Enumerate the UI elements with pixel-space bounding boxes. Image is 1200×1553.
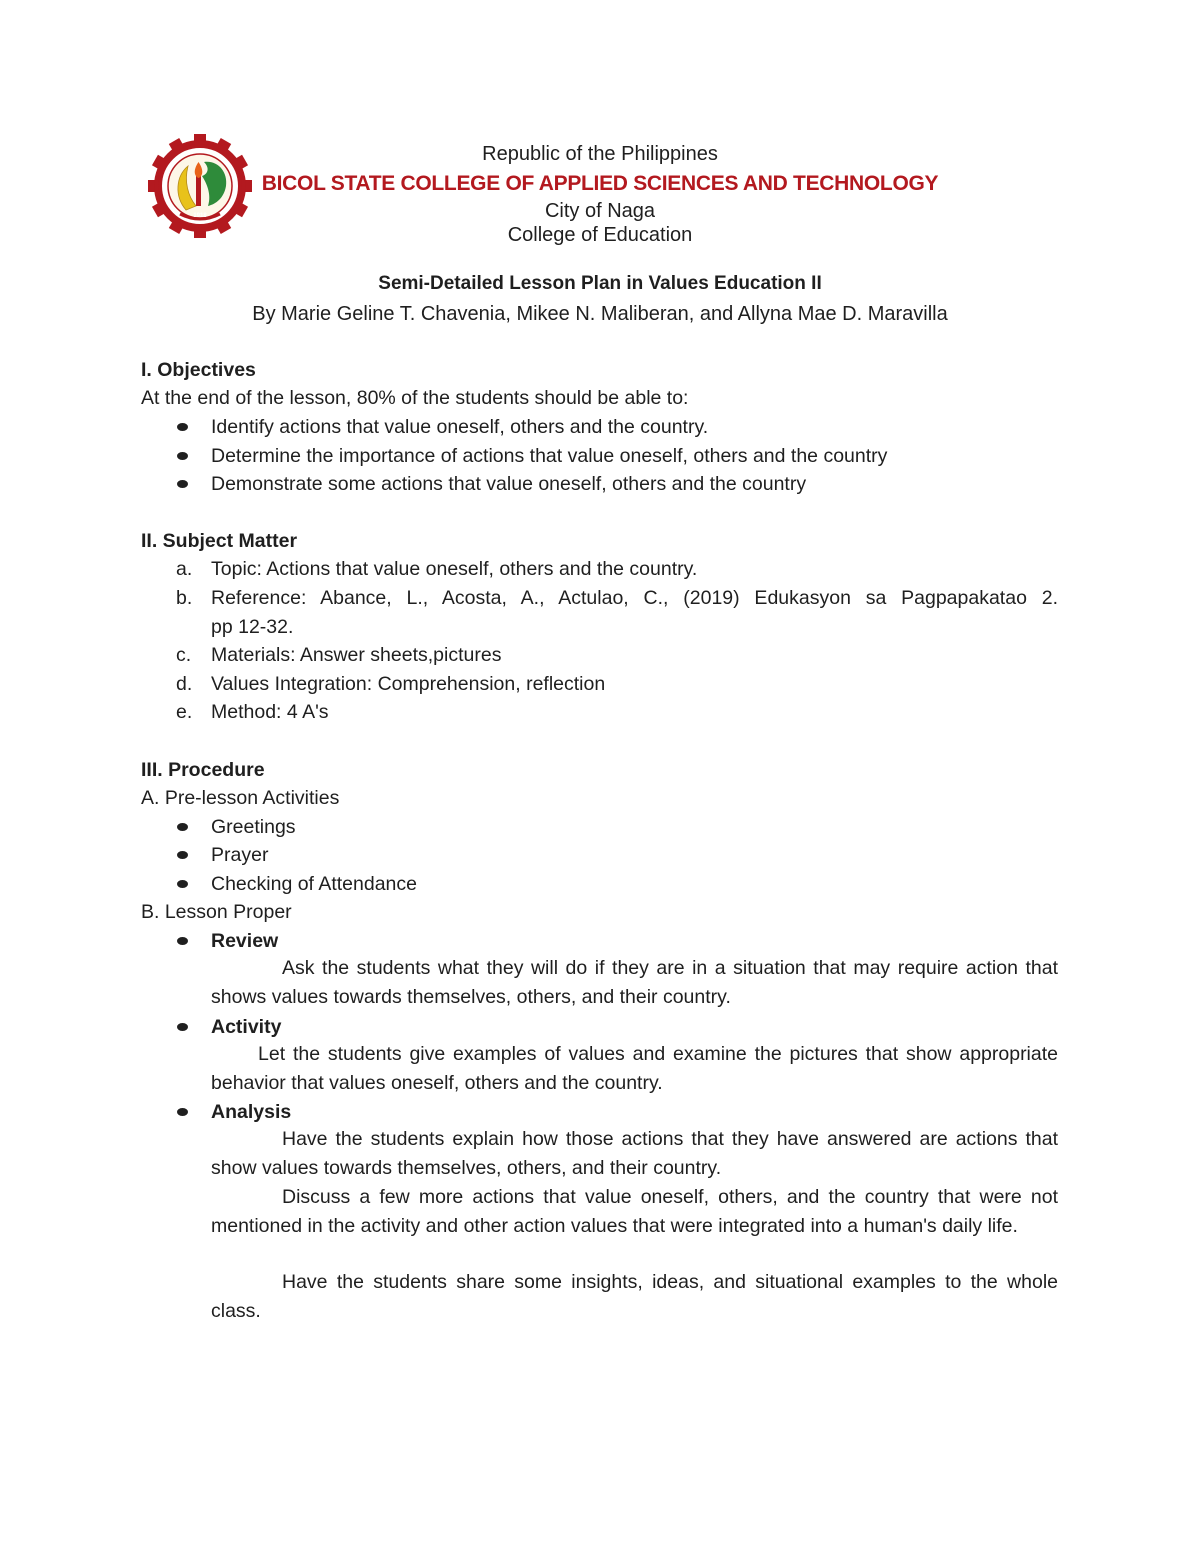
bullet-icon <box>177 452 188 460</box>
bullet-icon <box>177 480 188 488</box>
subject-reference: Reference: Abance, L., Acosta, A., Actulao, C., (2019) Edukasyon sa Pagpapakatao 2. <box>211 587 1058 609</box>
subject-method: Method: 4 A's <box>211 701 329 723</box>
objectives-heading: I. Objectives <box>141 359 256 381</box>
subject-reference-pages: pp 12-32. <box>211 616 294 638</box>
svg-text:1918: 1918 <box>193 213 207 219</box>
review-title: Review <box>211 930 279 952</box>
bullet-icon <box>177 937 188 945</box>
pre-lesson-label: A. Pre-lesson Activities <box>141 787 340 809</box>
activity-title: Activity <box>211 1016 282 1038</box>
list-label: d. <box>176 673 193 695</box>
department-line: College of Education <box>507 224 693 246</box>
list-label: c. <box>176 644 192 666</box>
college-name: BICOL STATE COLLEGE OF APPLIED SCIENCES AND TECHNOLOGY <box>261 172 939 195</box>
procedure-heading: III. Procedure <box>141 759 265 781</box>
bullet-icon <box>177 851 188 859</box>
pre-lesson-item: Greetings <box>211 816 296 838</box>
review-text: Ask the students what they will do if they are in a situation that may require action that shows values towards themselves, others, and their country. <box>211 957 1058 1008</box>
bullet-icon <box>177 1108 188 1116</box>
pre-lesson-item: Prayer <box>211 844 269 866</box>
republic-line: Republic of the Philippines <box>482 143 718 165</box>
activity-text: Let the students give examples of values and examine the pictures that show appropriate behavior that values oneself, others and the country. <box>211 1043 1058 1094</box>
subject-values-integration: Values Integration: Comprehension, reflection <box>211 673 606 695</box>
bullet-icon <box>177 1023 188 1031</box>
list-label: b. <box>176 587 193 609</box>
objective-item: Determine the importance of actions that value oneself, others and the country <box>211 445 888 467</box>
objective-item: Identify actions that value oneself, others and the country. <box>211 416 709 438</box>
pre-lesson-item: Checking of Attendance <box>211 873 417 895</box>
analysis-title: Analysis <box>211 1101 292 1123</box>
subject-matter-heading: II. Subject Matter <box>141 530 298 552</box>
subject-materials: Materials: Answer sheets,pictures <box>211 644 502 666</box>
analysis-paragraph: Have the students share some insights, ideas, and situational examples to the whole class. <box>211 1271 1058 1322</box>
list-label: e. <box>176 701 193 723</box>
objective-item: Demonstrate some actions that value oneself, others and the country <box>211 473 807 495</box>
subject-topic: Topic: Actions that value oneself, others and the country. <box>211 558 698 580</box>
city-line: City of Naga <box>544 200 656 222</box>
lesson-proper-label: B. Lesson Proper <box>141 901 292 923</box>
bullet-icon <box>177 880 188 888</box>
analysis-paragraph: Discuss a few more actions that value oneself, others, and the country that were not mentioned in the activity and other action values that were integrated into a human's daily life. <box>211 1186 1058 1237</box>
objectives-intro: At the end of the lesson, 80% of the students should be able to: <box>141 387 689 409</box>
bullet-icon <box>177 823 188 831</box>
bullet-icon <box>177 423 188 431</box>
analysis-paragraph: Have the students explain how those actions that they have answered are actions that show values towards themselves, others, and their country. <box>211 1128 1058 1179</box>
lesson-plan-title: Semi-Detailed Lesson Plan in Values Education II <box>378 273 822 294</box>
authors-line: By Marie Geline T. Chavenia, Mikee N. Maliberan, and Allyna Mae D. Maravilla <box>252 303 948 325</box>
list-label: a. <box>176 558 193 580</box>
